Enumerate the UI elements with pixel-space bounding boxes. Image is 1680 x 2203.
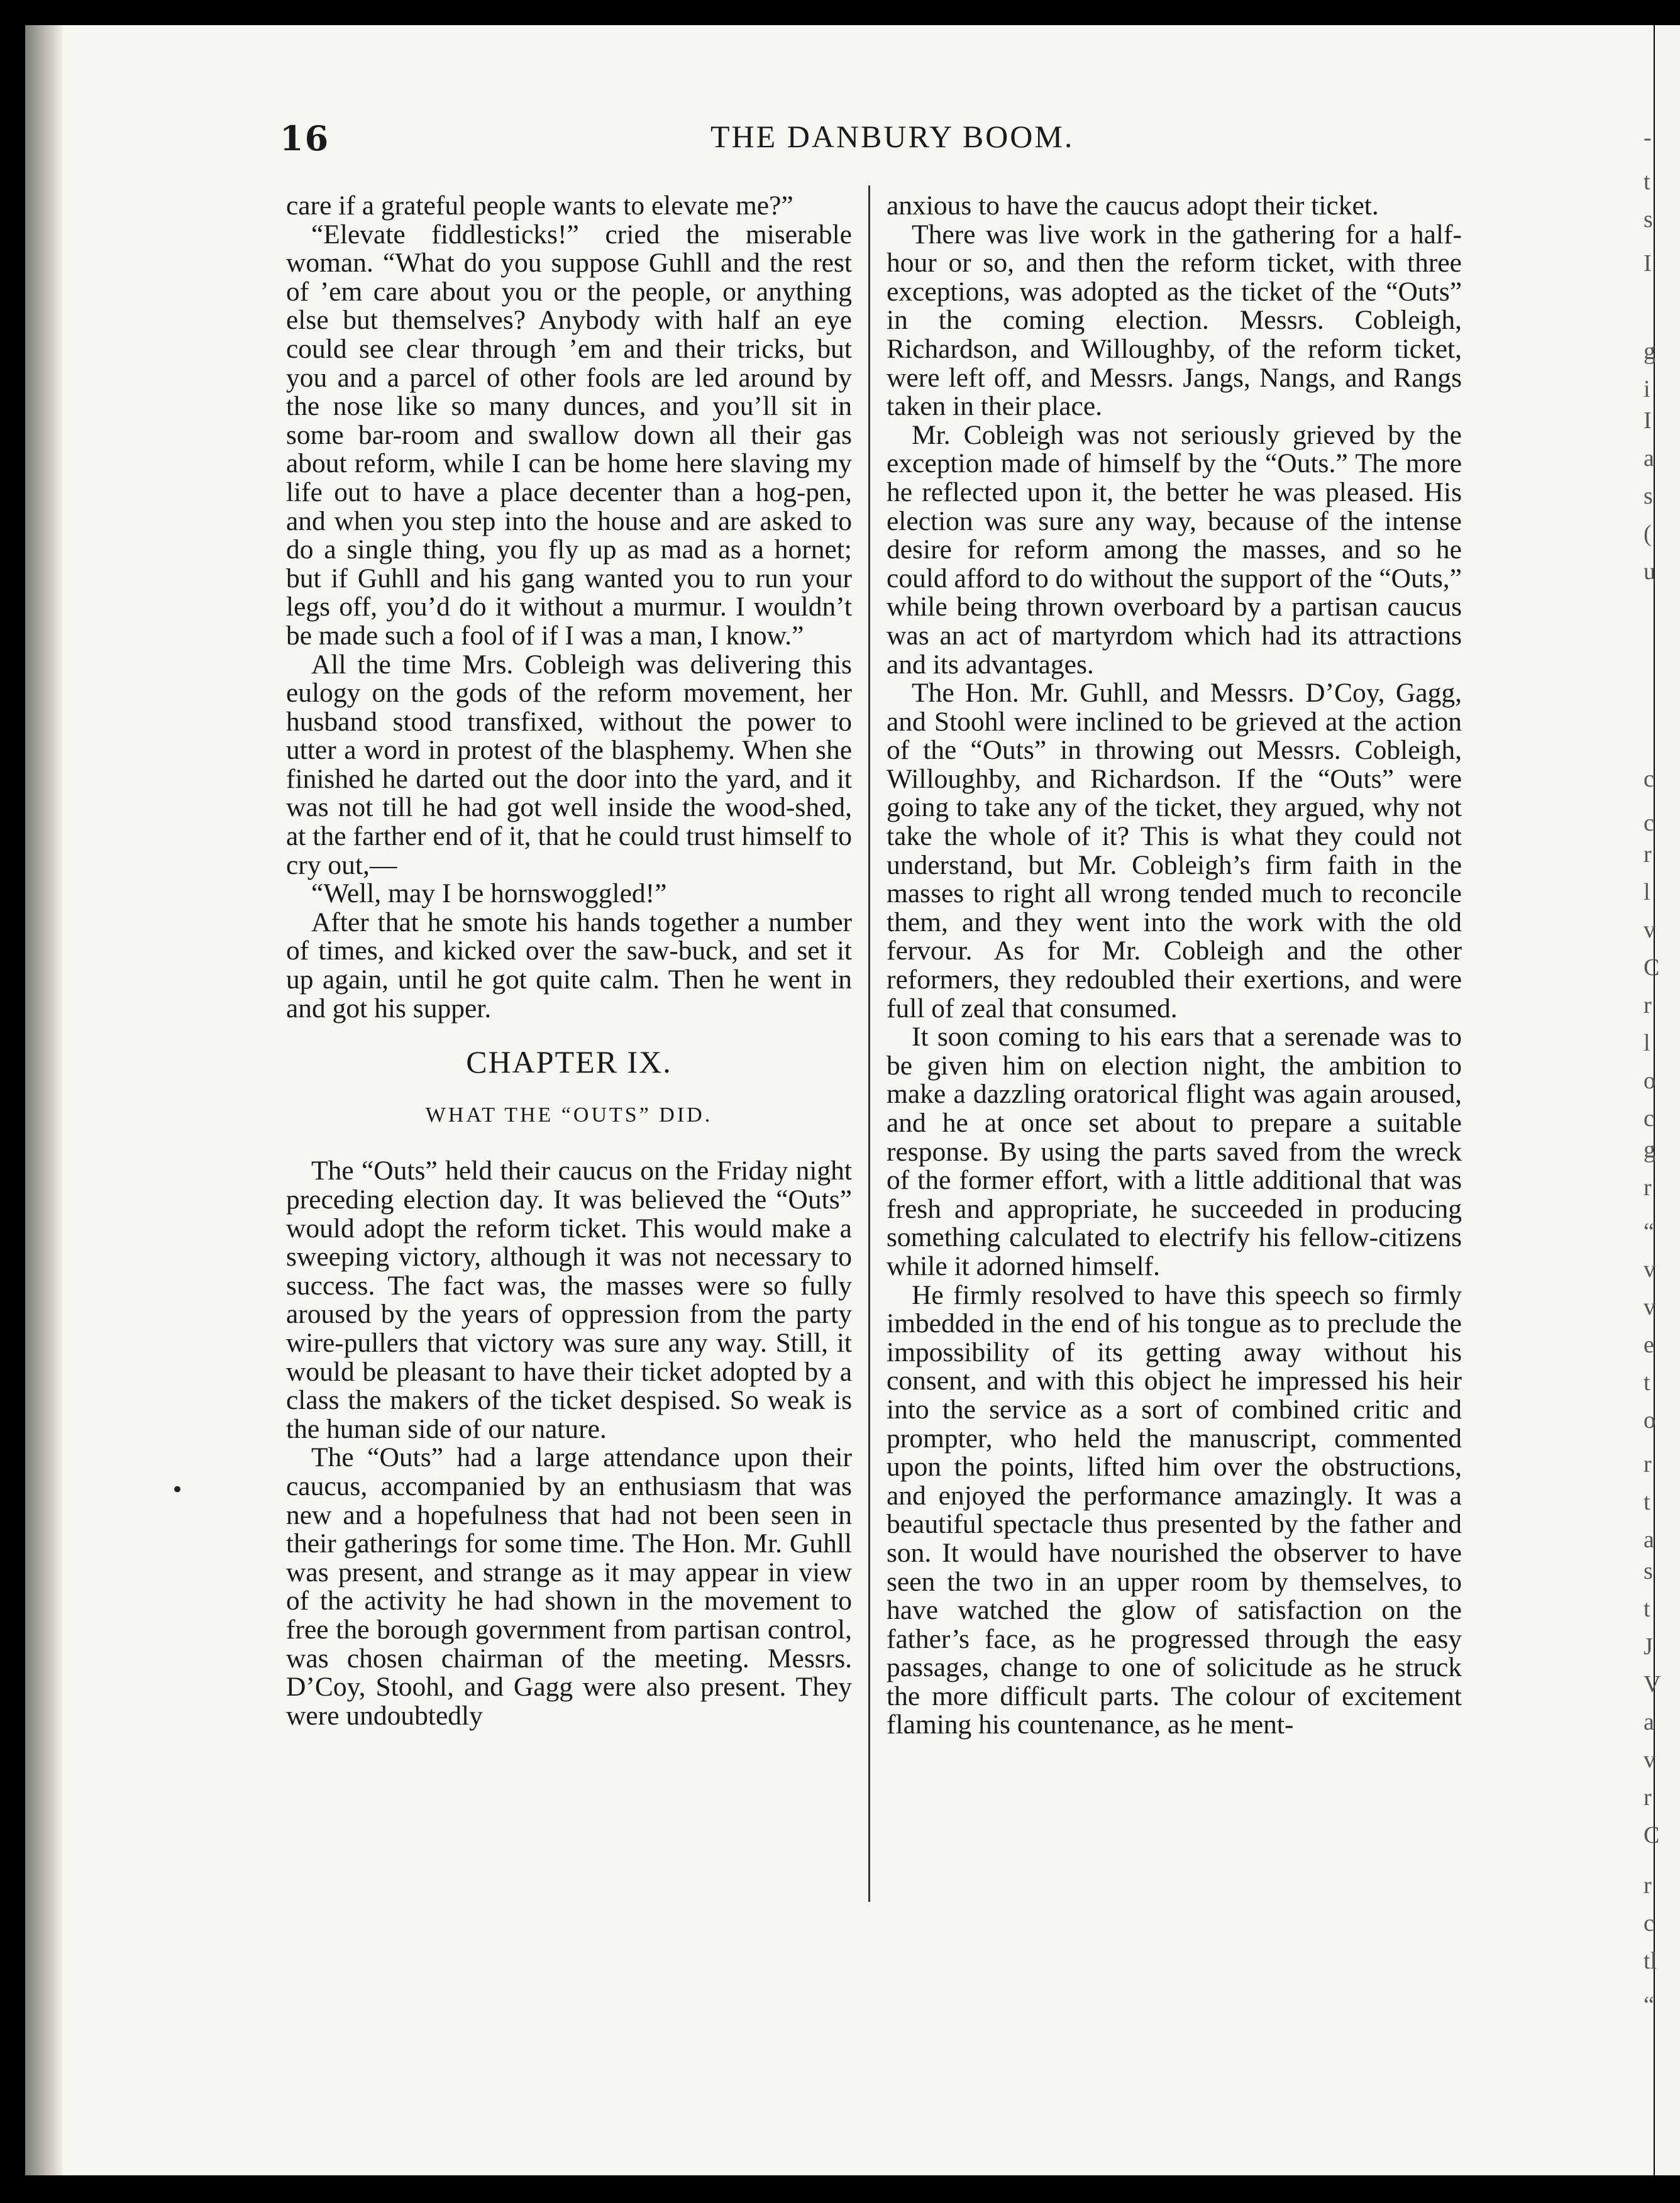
running-title: THE DANBURY BOOM. bbox=[710, 119, 1075, 154]
scanned-page bbox=[25, 25, 1654, 2175]
adjacent-page-fragment: v bbox=[1644, 1294, 1655, 1320]
paragraph: care if a grateful people wants to elevate me?” bbox=[286, 192, 793, 221]
adjacent-page-fragment: s bbox=[1644, 483, 1653, 509]
adjacent-page-fragment: tl bbox=[1644, 1948, 1657, 1974]
adjacent-page-fragment: o bbox=[1644, 1407, 1655, 1433]
paragraph: The “Outs” held their caucus on the Friday night preceding election day. It was believed the “Outs” would adopt the reform ticket. This would make a sweeping victory, although it was not necessary to success. The fact was, the masses were so fully aroused by the years of oppression from the party wire-pullers that victory was sure any way. Still, it would be pleasant to have their ticket adopted by a class the makers of the ticket despised. So weak is the human side of our nature. bbox=[286, 1156, 852, 1444]
adjacent-page-fragment: I bbox=[1644, 407, 1652, 434]
adjacent-page-fragment: e bbox=[1644, 1332, 1654, 1358]
adjacent-page-fragment: v bbox=[1644, 1256, 1655, 1283]
adjacent-page-fragment: v bbox=[1644, 1747, 1655, 1773]
adjacent-page-fragment: C bbox=[1644, 1822, 1660, 1848]
adjacent-page-fragment: c bbox=[1644, 766, 1654, 792]
book-spine-shadow bbox=[25, 25, 63, 2175]
adjacent-page-fragment: r bbox=[1644, 1872, 1652, 1899]
left-column bbox=[286, 192, 852, 1990]
ink-speck: • bbox=[171, 1477, 184, 1503]
adjacent-page-fragment: l bbox=[1644, 1030, 1650, 1056]
adjacent-page-fragment: i bbox=[1644, 376, 1650, 402]
paragraph: The “Outs” had a large attendance upon their caucus, accompanied by an enthusiasm that was new and a hopefulness that had not been seen in their gatherings for some time. The Hon. Mr. Guhll was present, and strange as it may appear in view of the activity he had shown in the movement to free the borough government from partisan control, was chosen chairman of the meeting. Messrs. D’Coy, Stoohl, and Gagg were also present. They were undoubtedly bbox=[286, 1442, 852, 1731]
adjacent-page-fragment: r bbox=[1644, 1174, 1652, 1201]
paragraph: The Hon. Mr. Guhll, and Messrs. D’Coy, Gagg, and Stoohl were inclined to be grieved at the action of the “Outs” in throwing out Messrs. Cobleigh, Willoughby, and Richardson. If the “Outs” were going to take any of the ticket, they argued, why not take the whole of it? This is what they could not understand, but Mr. Cobleigh’s firm faith in the masses to right all wrong tended much to reconcile them, and they went into the work with the old fervour. As for Mr. Cobleigh and the other reformers, they redoubled their exertions, and were full of zeal that consumed. bbox=[887, 678, 1462, 1024]
adjacent-page-fragment: “ bbox=[1644, 1218, 1654, 1245]
adjacent-page-fragment: r bbox=[1644, 1784, 1652, 1811]
paragraph: All the time Mrs. Cobleigh was delivering this eulogy on the gods of the reform movement, her husband stood transfixed, without the power to utter a word in protest of the blasphemy. When she finished he darted out the door into the yard, and it was not till he had got well inside the wood-shed, at the farther end of it, that he could trust himself to cry out,— bbox=[286, 649, 852, 880]
adjacent-page-fragment: g bbox=[1644, 338, 1655, 365]
adjacent-page-fragment: - bbox=[1644, 124, 1652, 151]
adjacent-page-fragment: c bbox=[1644, 1910, 1654, 1936]
adjacent-page-fragment: ( bbox=[1644, 521, 1652, 547]
adjacent-page-fragment: J bbox=[1644, 1633, 1653, 1660]
adjacent-page-fragment: a bbox=[1644, 1527, 1654, 1553]
adjacent-page-fragment: t bbox=[1644, 1489, 1650, 1515]
adjacent-page-fragment: I bbox=[1644, 250, 1652, 277]
adjacent-page-fragment: V bbox=[1644, 1671, 1661, 1698]
right-column bbox=[887, 192, 1462, 1990]
adjacent-page-fragment: s bbox=[1644, 1558, 1653, 1584]
adjacent-page-fragment: a bbox=[1644, 445, 1654, 472]
paragraph: It soon coming to his ears that a serenade was to be given him on election night, the ambition to make a dazzling oratorical flight was again aroused, and he at once set about to prepare a suitable response. By using the parts saved from the wreck of the former effort, with a little additional that was fresh and appropriate, he succeeded in producing something calculated to electrify his fellow-citizens while it adorned himself. bbox=[887, 1022, 1462, 1281]
paragraph: anxious to have the caucus adopt their ticket. bbox=[887, 192, 1379, 221]
adjacent-page-fragment: v bbox=[1644, 917, 1655, 943]
adjacent-page-fragment: g bbox=[1644, 1137, 1655, 1163]
paragraph: There was live work in the gathering for a half-hour or so, and then the reform ticket, with three exceptions, was adopted as the ticket of the “Outs” in the coming election. Messrs. Cobleigh, Richardson, and Willoughby, of the reform ticket, were left off, and Messrs. Jangs, Nangs, and Rangs taken in their place. bbox=[887, 219, 1462, 422]
adjacent-page-fragment: “ bbox=[1644, 1992, 1654, 2018]
chapter-subtitle: WHAT THE “OUTS” DID. bbox=[425, 1103, 713, 1127]
page-number: 16 bbox=[280, 118, 330, 158]
adjacent-page-fragment: s bbox=[1644, 206, 1653, 233]
column-rule bbox=[868, 185, 870, 1902]
adjacent-page-fragment: u bbox=[1644, 558, 1655, 585]
adjacent-page-fragment: r bbox=[1644, 992, 1652, 1019]
adjacent-page-fragment: t bbox=[1644, 1596, 1650, 1622]
paragraph: He firmly resolved to have this speech so firmly imbedded in the end of his tongue as to preclude the impossibility of its getting away without his consent, and with this object he impressed his heir into the service as a sort of combined critic and prompter, who held the manuscript, commented upon the points, lifted him over the obstructions, and enjoyed the performance amazingly. It was a beautiful spectacle thus presented by the father and son. It would have nourished the observer to have seen the two in an upper room by themselves, to have watched the glow of satisfaction on the father’s face, as he progressed through the easy passages, change to one of solicitude as he struck the more difficult parts. The colour of excitement flaming his countenance, as he ment- bbox=[887, 1279, 1462, 1740]
adjacent-page-fragment: C bbox=[1644, 954, 1660, 981]
paragraph: Mr. Cobleigh was not seriously grieved by the exception made of himself by the “Outs.” The more he reflected upon it, the better he was pleased. His election was sure any way, because of the intense desire for reform among the masses, and so he could afford to do without the support of the “Outs,” while being thrown overboard by a partisan caucus was an act of martyrdom which had its attractions and its advantages. bbox=[887, 419, 1462, 680]
adjacent-page-fragment: a bbox=[1644, 1709, 1654, 1735]
adjacent-page-fragment: t bbox=[1644, 1369, 1650, 1396]
adjacent-page-fragment: c bbox=[1644, 810, 1654, 836]
adjacent-page-fragment: r bbox=[1644, 841, 1652, 868]
adjacent-page-fragment: o bbox=[1644, 1068, 1655, 1094]
adjacent-page-fragment: t bbox=[1644, 168, 1650, 195]
adjacent-page-edge bbox=[1655, 25, 1680, 2175]
paragraph: “Well, may I be hornswoggled!” bbox=[311, 878, 667, 909]
adjacent-page-fragment: l bbox=[1644, 879, 1650, 905]
chapter-title: CHAPTER IX. bbox=[466, 1044, 672, 1080]
adjacent-page-fragment: r bbox=[1644, 1451, 1652, 1477]
paragraph: “Elevate fiddlesticks!” cried the miserable woman. “What do you suppose Guhll and the rest of ’em care about you or the people, or anything else but themselves? Anybody with half an eye could see clear through ’em and their tricks, but you and a parcel of other fools are led around by the nose like so many dunces, and you’ll sit in some bar-room and swallow down all their gas about reform, while I can be home here slaving my life out to have a place decenter than a hog-pen, and when you step into the house and are asked to do a single thing, you fly up as mad as a hornet; but if Guhll and his gang wanted you to run your legs off, you’d do it without a murmur. I wouldn’t be made such a fool of if I was a man, I know.” bbox=[286, 219, 852, 651]
adjacent-page-fragment: c bbox=[1644, 1105, 1654, 1132]
paragraph: After that he smote his hands together a number of times, and kicked over the saw-buck, and set it up again, until he got quite calm. Then he went in and got his supper. bbox=[286, 907, 852, 1024]
